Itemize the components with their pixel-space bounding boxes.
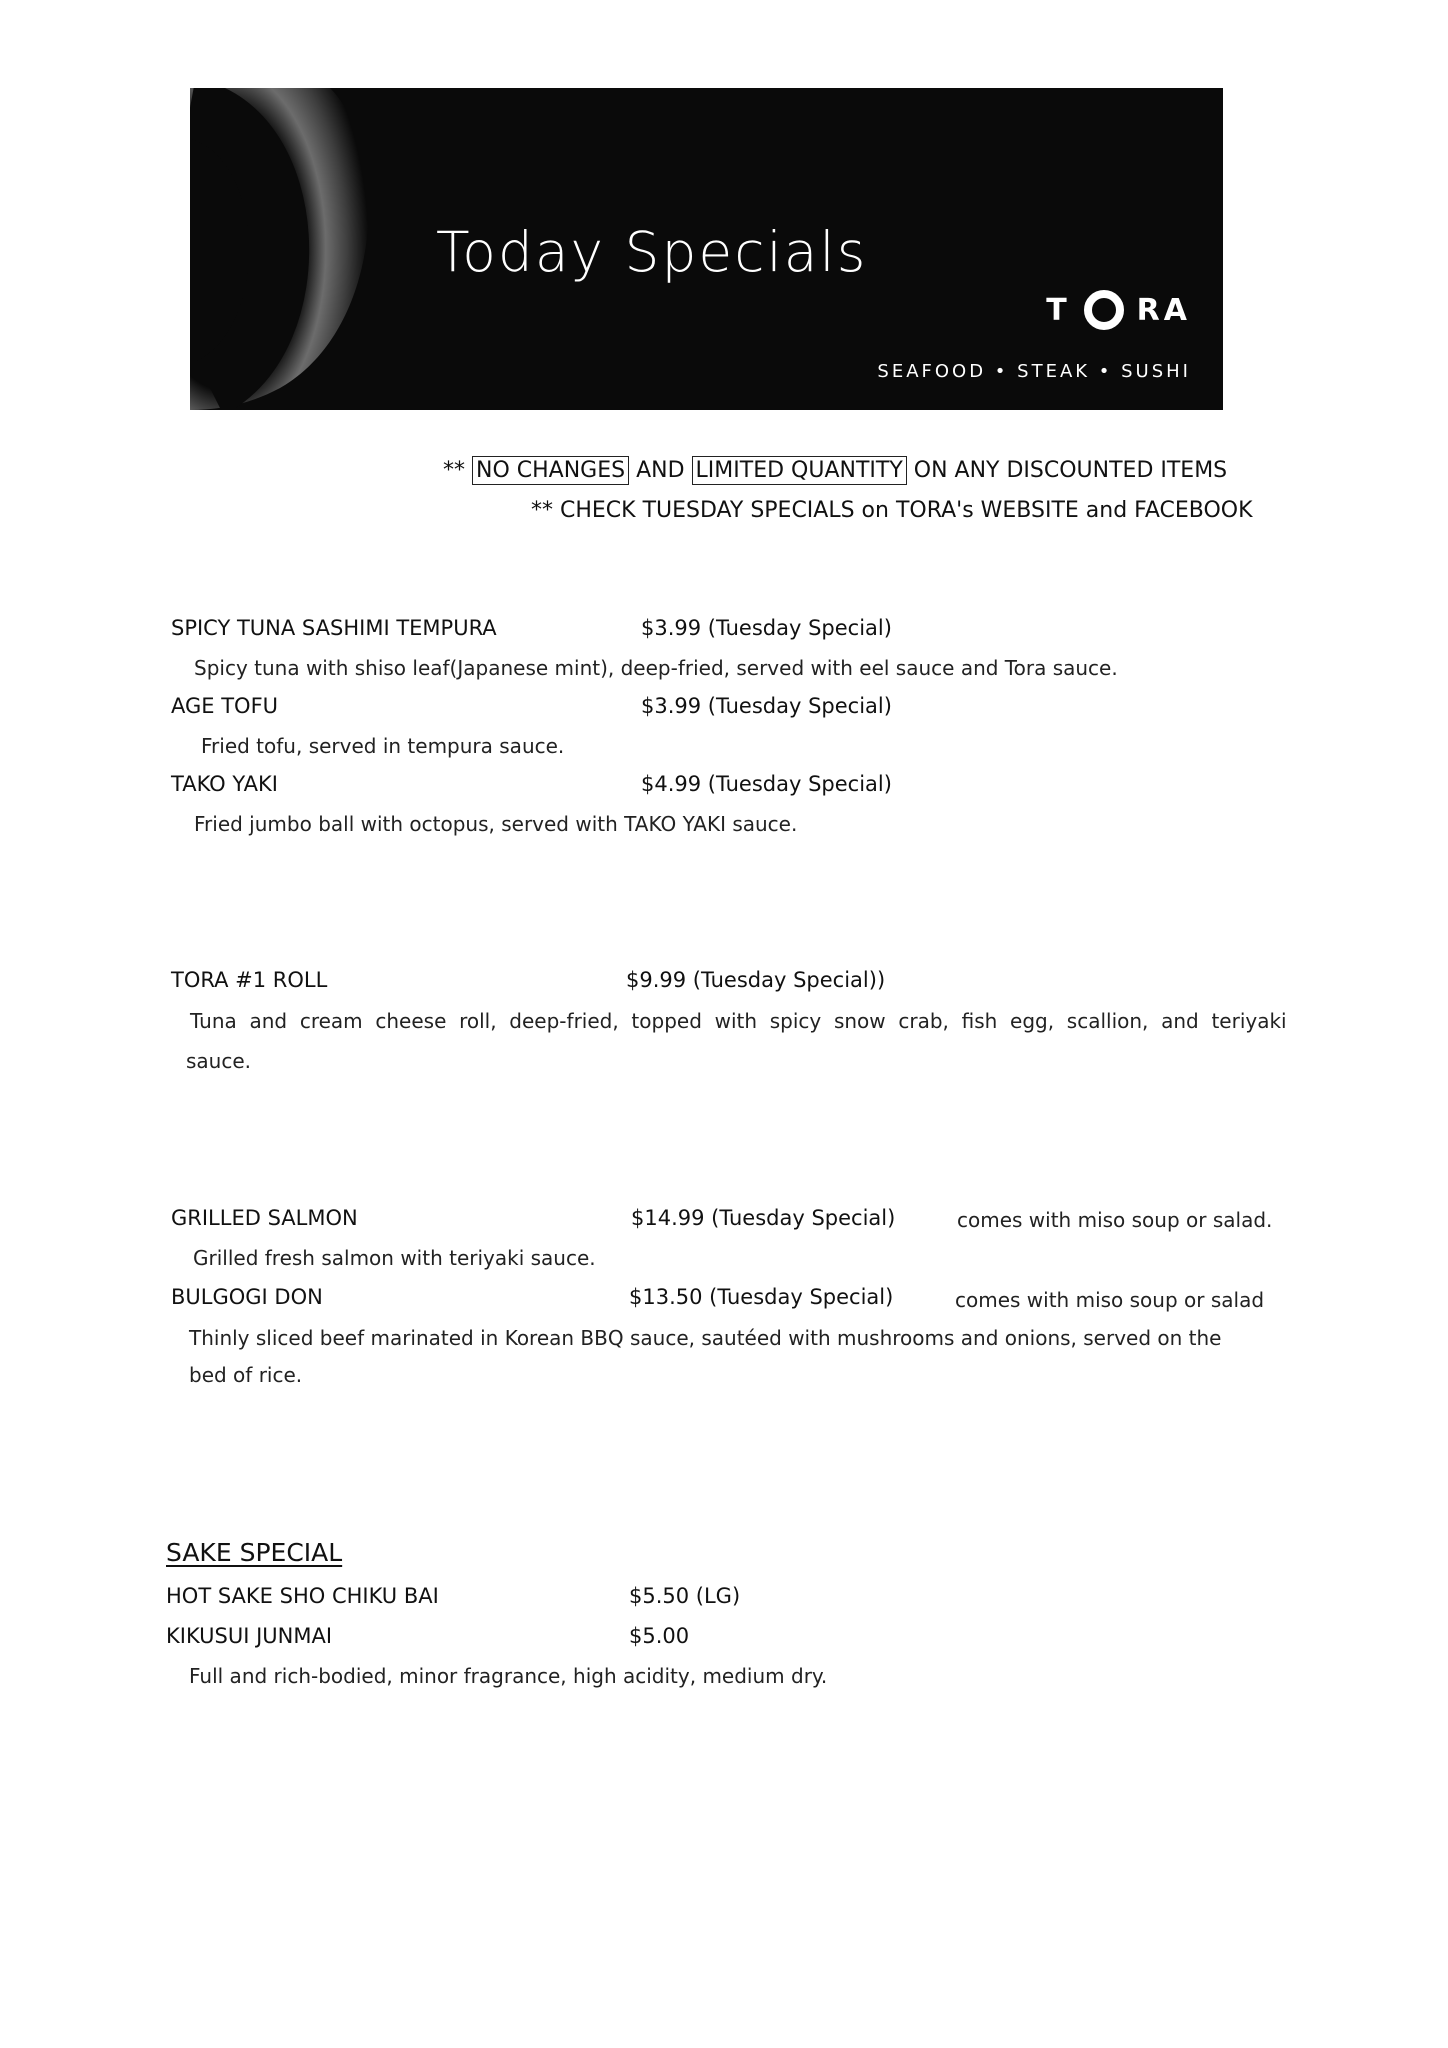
item-name: GRILLED SALMON <box>171 1206 358 1230</box>
sake-description: Full and rich-bodied, minor fragrance, high acidity, medium dry. <box>189 1664 828 1688</box>
header-banner <box>190 88 1223 410</box>
item-description: Tuna and cream cheese roll, deep-fried, topped with spicy snow crab, fish egg, scallion, and teriyaki <box>190 1009 1287 1033</box>
item-description-cont: bed of rice. <box>189 1363 303 1387</box>
notice-line-2: ** CHECK TUESDAY SPECIALS on TORA's WEBSITE and FACEBOOK <box>531 498 1253 523</box>
notice-and: AND <box>636 458 685 483</box>
section-heading: SAKE SPECIAL <box>166 1538 343 1567</box>
item-name: TORA #1 ROLL <box>171 968 328 992</box>
item-price: $4.99 (Tuesday Special) <box>641 772 892 796</box>
item-name: AGE TOFU <box>171 694 279 718</box>
item-price: $3.99 (Tuesday Special) <box>641 694 892 718</box>
notice-suffix: ON ANY DISCOUNTED ITEMS <box>913 458 1228 483</box>
logo-letter-r: R <box>1136 292 1164 328</box>
sake-item-name: HOT SAKE SHO CHIKU BAI <box>166 1584 439 1608</box>
item-side-note: comes with miso soup or salad. <box>957 1208 1273 1232</box>
tora-logo <box>1046 286 1191 334</box>
notice-line-1 <box>443 458 1227 483</box>
tagline: SEAFOOD • STEAK • SUSHI <box>877 361 1191 382</box>
brush-circle-graphic <box>190 88 410 410</box>
logo-letter-t: T <box>1046 292 1071 328</box>
item-price: $3.99 (Tuesday Special) <box>641 616 892 640</box>
item-description: Spicy tuna with shiso leaf(Japanese mint), deep-fried, served with eel sauce and Tora sauce. <box>194 656 1118 680</box>
banner-title: Today Specials <box>436 220 868 284</box>
item-description: Thinly sliced beef marinated in Korean BBQ sauce, sautéed with mushrooms and onions, served on the <box>189 1326 1222 1350</box>
item-name: TAKO YAKI <box>171 772 278 796</box>
sake-item-name: KIKUSUI JUNMAI <box>166 1624 333 1648</box>
item-price: $14.99 (Tuesday Special) <box>631 1206 896 1230</box>
item-side-note: comes with miso soup or salad <box>955 1288 1265 1312</box>
notice-box-no-changes: NO CHANGES <box>472 456 629 485</box>
sake-item-price: $5.50 (LG) <box>629 1584 741 1608</box>
item-name: BULGOGI DON <box>171 1285 323 1309</box>
item-description: Fried jumbo ball with octopus, served with TAKO YAKI sauce. <box>194 812 798 836</box>
item-name: SPICY TUNA SASHIMI TEMPURA <box>171 616 497 640</box>
logo-circle-icon <box>1079 285 1129 335</box>
item-price: $9.99 (Tuesday Special)) <box>626 968 886 992</box>
item-description: Fried tofu, served in tempura sauce. <box>201 734 565 758</box>
notice-box-limited-quantity: LIMITED QUANTITY <box>692 456 907 485</box>
item-description: Grilled fresh salmon with teriyaki sauce. <box>193 1246 596 1270</box>
item-description-cont: sauce. <box>186 1049 252 1073</box>
sake-item-price: $5.00 <box>629 1624 690 1648</box>
logo-letter-a: A <box>1163 292 1191 328</box>
item-price: $13.50 (Tuesday Special) <box>629 1285 894 1309</box>
notice-prefix: ** <box>443 458 465 483</box>
